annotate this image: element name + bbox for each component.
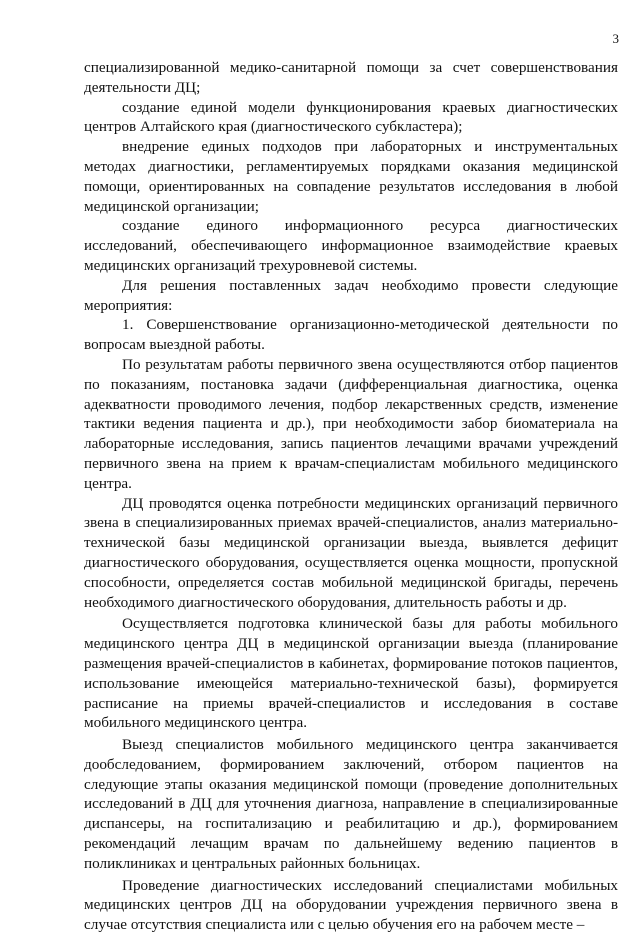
paragraph: внедрение единых подходов при лабораторных и инструментальных методах диагностики, регламентируемых порядками оказания медицинской помощи, ориентированных на совпадение результатов исследования в любой медицинской организации;	[84, 138, 618, 215]
paragraph: Для решения поставленных задач необходимо провести следующие мероприятия:	[84, 276, 618, 314]
body-text	[84, 58, 618, 935]
paragraph: Проведение диагностических исследований специалистами мобильных медицинских центров ДЦ на оборудовании учреждения первичного звена в случае отсутствия специалиста или с целью обучения его на рабочем месте –	[84, 876, 618, 934]
paragraph: создание единого информационного ресурса диагностических исследований, обеспечивающего информационное взаимодействие краевых медицинских организаций трехуровневой системы.	[84, 217, 618, 274]
paragraph: По результатам работы первичного звена осуществляются отбор пациентов по показаниям, постановка задачи (дифференциальная диагностика, оценка адекватности проводимого лечения, подбор лекарственных средств, изменение тактики ведения пациента и др.), при необходимости забор биоматериала на лабораторные исследования, запись пациентов лечащими врачами учреждений первичного звена на прием к врачам-специалистам мобильного медицинского центра.	[84, 355, 618, 492]
section-heading: 1. Совершенствование организационно-методической деятельности по вопросам выездной работы.	[84, 316, 618, 354]
page-number: 3	[612, 31, 619, 46]
paragraph: Выезд специалистов мобильного медицинского центра заканчивается дообследованием, формированием заключений, отбором пациентов на следующие этапы оказания медицинской помощи (проведение дополнительных исследований в ДЦ для уточнения диагноза, направление в специализированные диспансеры, на госпитализацию и реабилитацию и др.), формированием рекомендаций лечащим врачам по дальнейшему ведению пациентов в поликлиниках и центральных районных больницах.	[84, 736, 618, 872]
paragraph: Осуществляется подготовка клинической базы для работы мобильного медицинского центра ДЦ в медицинской организации выезда (планирование размещения врачей-специалистов в кабинетах, формирование потоков пациентов, использование имеющейся материально-технической базы), формируется расписание на приемы врачей-специалистов и исследования в составе мобильного медицинского центра.	[84, 615, 618, 732]
paragraph: специализированной медико-санитарной помощи за счет совершенствования деятельности ДЦ;	[84, 59, 618, 96]
paragraph: создание единой модели функционирования краевых диагностических центров Алтайского края (диагностического субкластера);	[84, 98, 618, 136]
paragraph: ДЦ проводятся оценка потребности медицинских организаций первичного звена в специализированных приемах врачей-специалистов, анализ материально-технической базы медицинской организации выезда, выявлется дефицит диагностического оборудования, осуществляется оценка мощности, пропускной способности, определяется состав мобильной медицинской бригады, перечень необходимого диагностического оборудования, длительность работы и др.	[84, 494, 618, 611]
